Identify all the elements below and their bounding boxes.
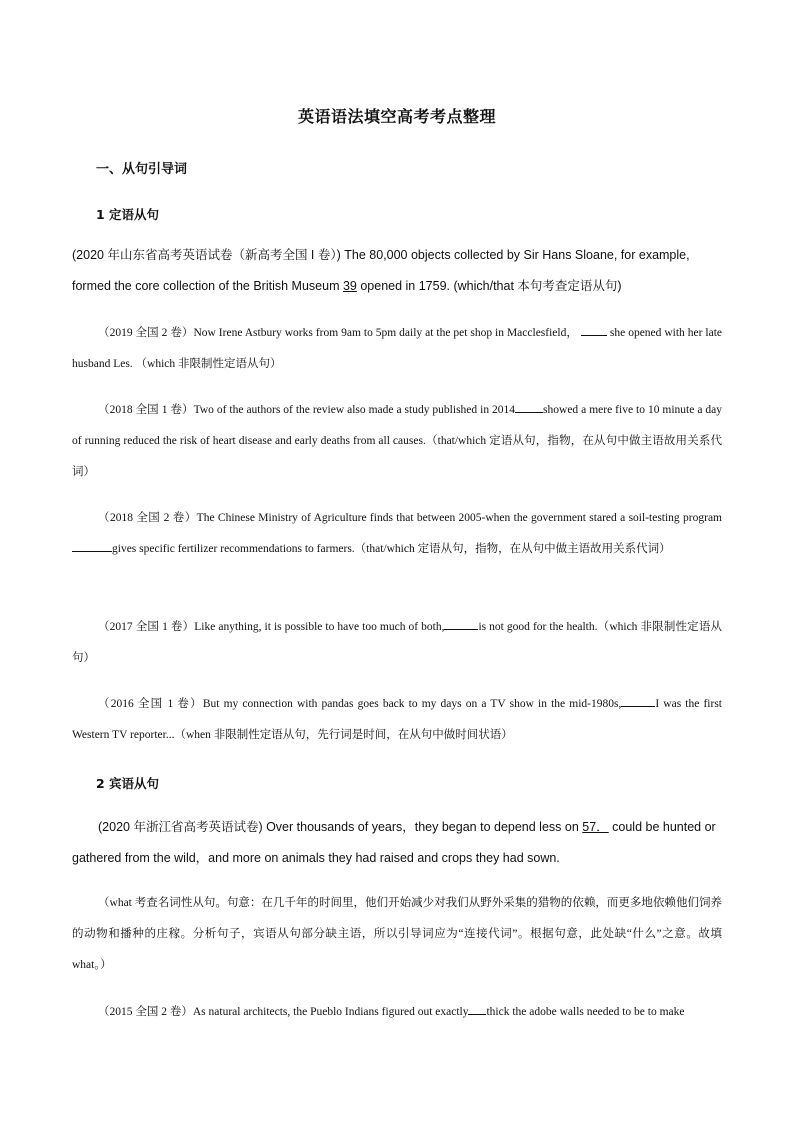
section-heading-clauses: 一、从句引导词 — [96, 162, 188, 177]
question-number: 57． — [582, 820, 609, 834]
paragraph-2019-national-2: （2019 全国 2 卷）Now Irene Astbury works from 9am to 5pm daily at the pet shop in Macclesfield， she opened with her late husband Les. （which 非限制性定语从句） — [72, 318, 722, 380]
question-number: 39 — [342, 279, 357, 293]
paragraph-2016-national-1: （2016 全国 1 卷）But my connection with pandas goes back to my days on a TV show in the mid-1980s, I was the first Western TV reporter...（when 非限制性定语从句，先行词是时间，在从句中做时间状语） — [72, 689, 722, 751]
paragraph-2015-national-2: （2015 全国 2 卷）As natural architects, the Pueblo Indians figured out exactly thick the adobe walls needed to be to make — [72, 997, 722, 1028]
paragraph-2020-shandong: (2020 年山东省高考英语试卷（新高考全国 I 卷）) The 80,000 objects collected by Sir Hans Sloane, for example, formed the core collection of the British Museum 39 opened in 1759. (which/that 本句考查定语从句) — [72, 248, 690, 293]
paragraph-2020-zhejiang: (2020 年浙江省高考英语试卷) Over thousands of years，they began to depend less on 57． could be hunted or gathered from the wild，and more on animals they had raised and crops they had sown. — [72, 820, 716, 865]
paragraph-2018-national-2: （2018 全国 2 卷）The Chinese Ministry of Agriculture finds that between 2005-when the government stared a soil-testing programgives specific fertilizer recommendations to farmers.（that/which 定语从句，指物，在从句中做主语故用关系代词） — [72, 503, 722, 565]
paragraph-answer-explanation: （what 考查名词性从句。句意：在几千年的时间里，他们开始减少对我们从野外采集的猎物的依赖，而更多地依赖他们饲养的动物和播种的庄稼。分析句子，宾语从句部分缺主语，所以引导词应为“连接代词”。根据句意，此处缺“什么”之意。故填 what。） — [72, 897, 722, 971]
answer-blank — [444, 617, 478, 630]
answer-blank — [468, 1002, 486, 1015]
subheading-attributive-clause: 1 定语从句 — [96, 207, 160, 222]
source-label: (2020 年山东省高考英语试卷（新高考全国 I 卷）) — [72, 248, 341, 262]
subheading-object-clause: 2 宾语从句 — [96, 776, 160, 791]
answer-blank — [621, 694, 655, 707]
paragraph-2017-national-1: （2017 全国 1 卷）Like anything, it is possible to have too much of both, is not good for the health.（which 非限制性定语从句） — [72, 612, 722, 674]
answer-blank — [515, 400, 543, 413]
page-title: 英语语法填空高考考点整理 — [297, 107, 496, 126]
paragraph-2018-national-1: （2018 全国 1 卷）Two of the authors of the review also made a study published in 2014 showed a mere five to 10 minute a day of running reduced the risk of heart disease and early deaths from all causes.（that/which 定语从句，指物，在从句中做主语故用关系代词） — [72, 395, 722, 488]
answer-blank — [581, 323, 607, 336]
answer-blank — [72, 539, 112, 552]
